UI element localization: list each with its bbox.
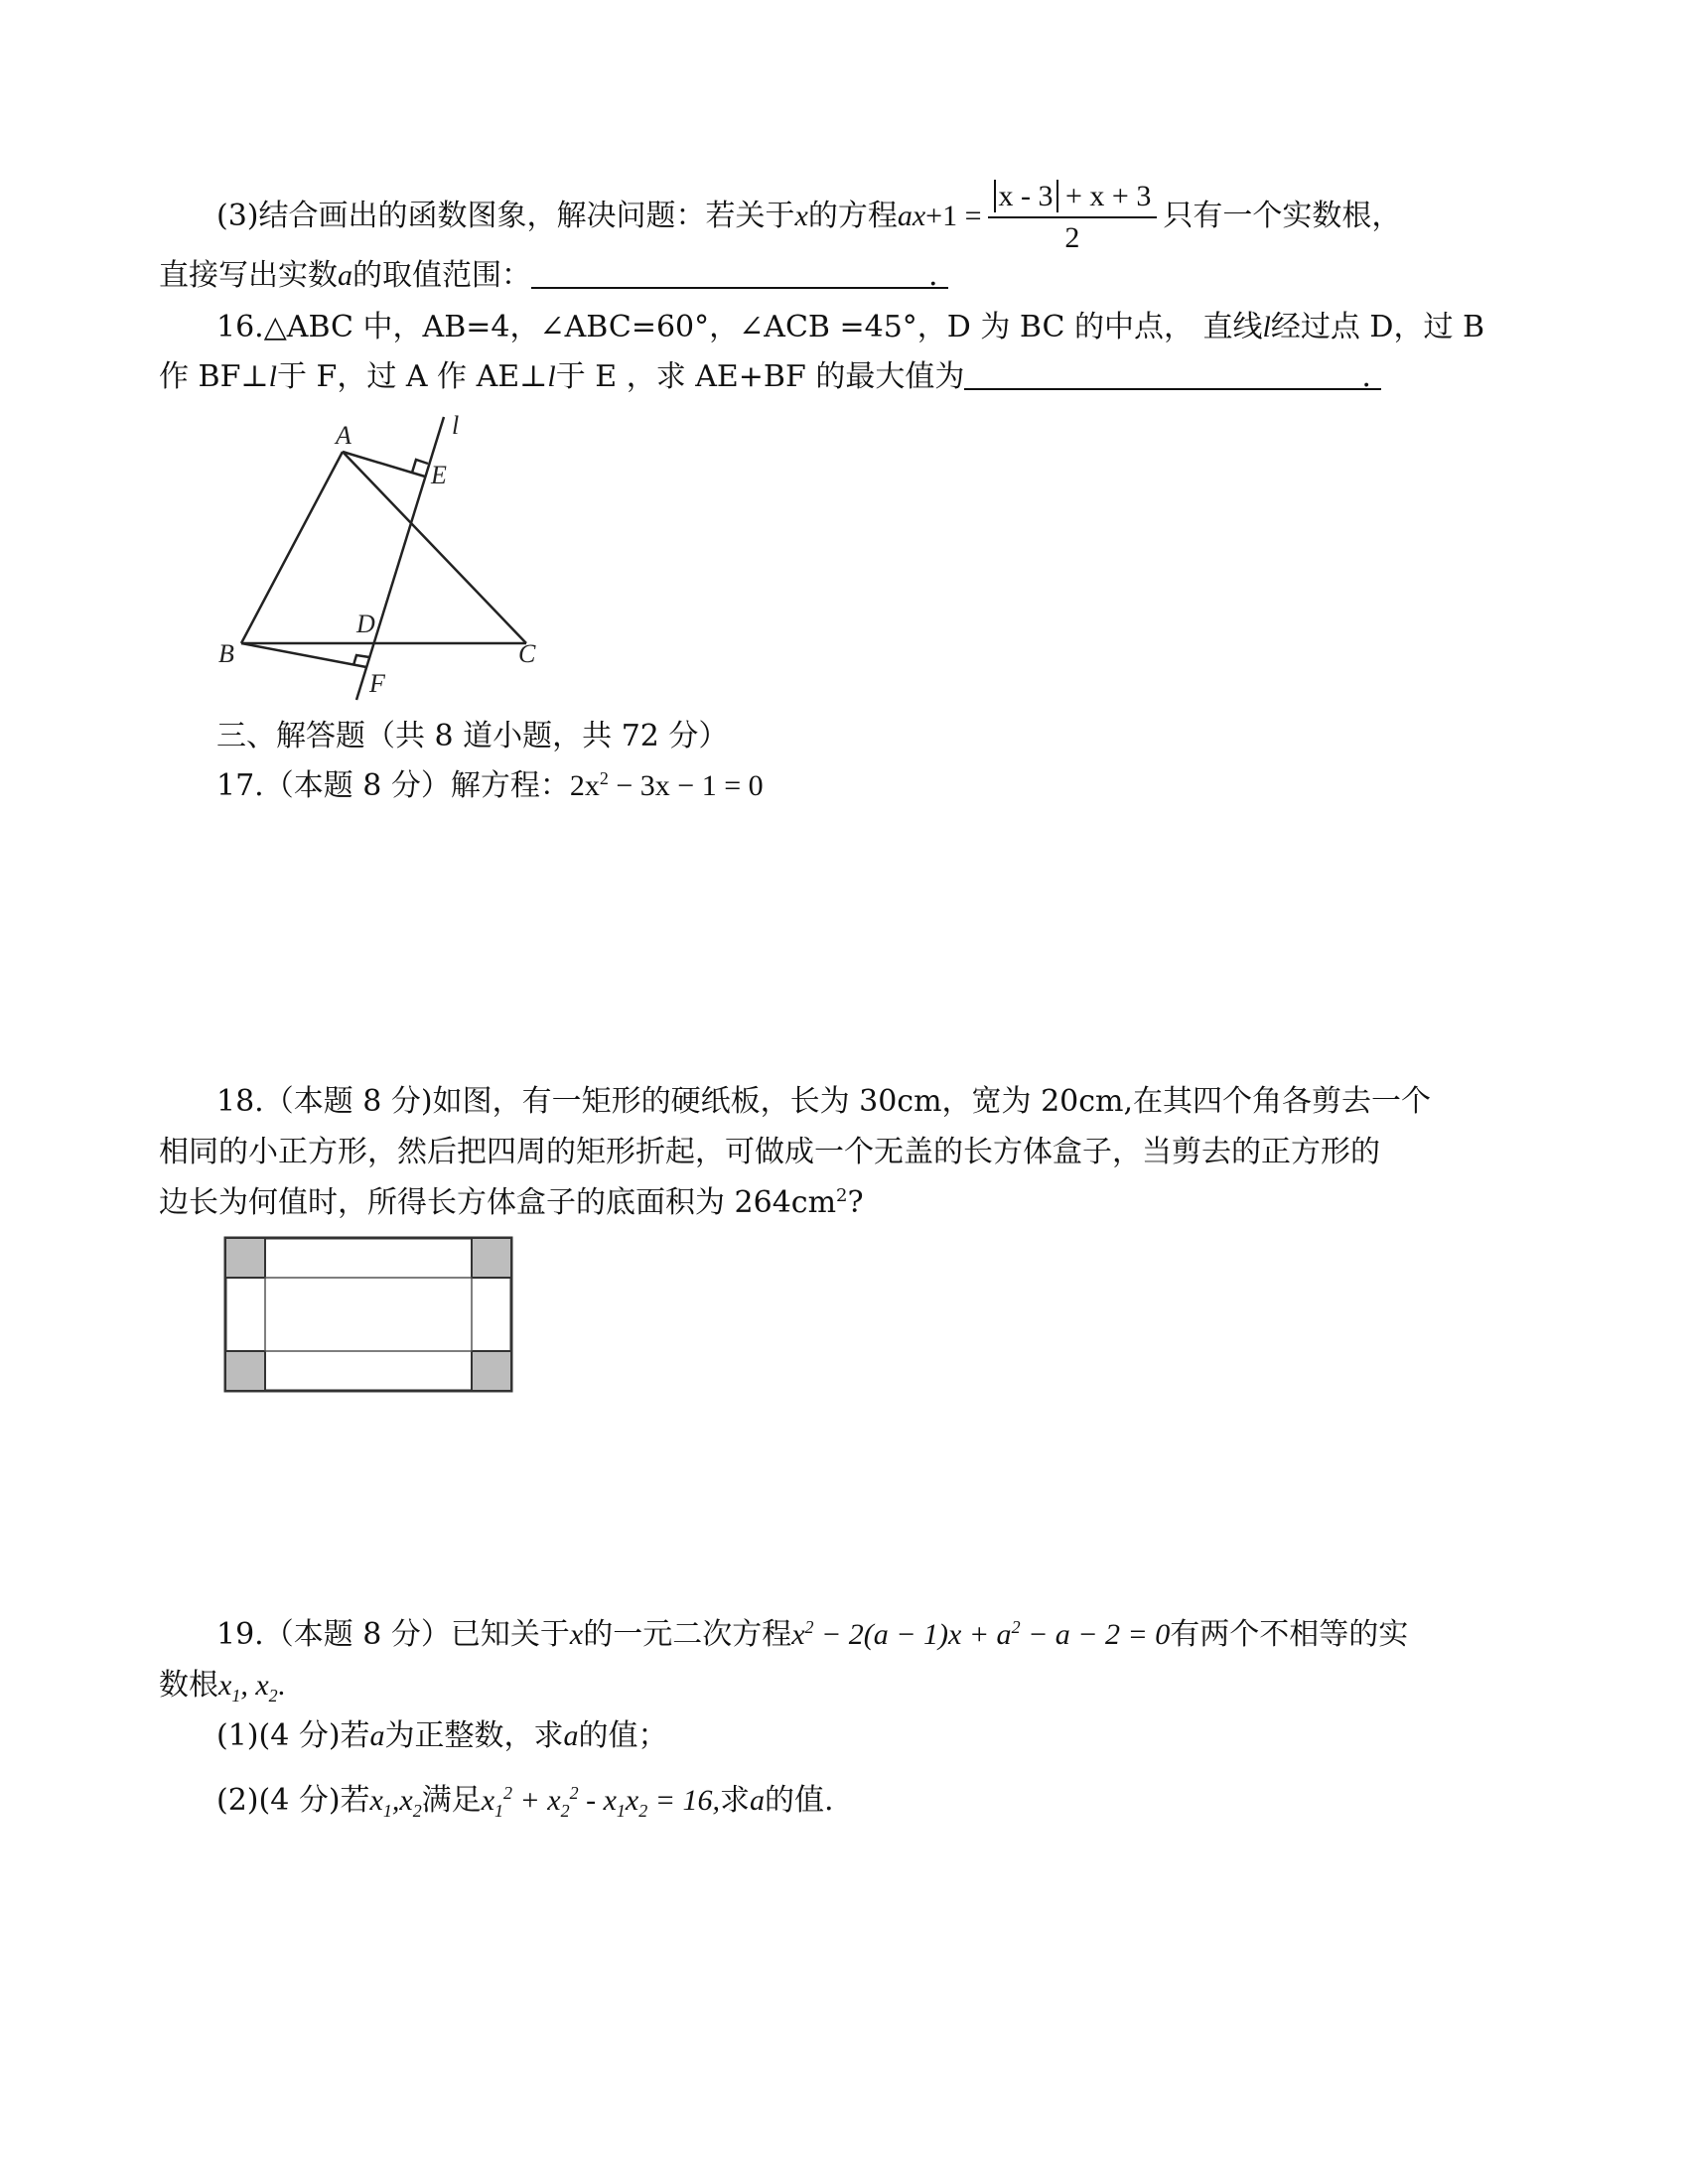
q19-part2: (2)(4 分)若$x_1,x_2$满足$x_1^2 + x_2^2 - x_1x_2 = 16$,求a的值.: [216, 1783, 834, 1821]
q19-condition: $x_1^2 + x_2^2 - x_1x_2 = 16$,: [481, 1783, 720, 1821]
cardboard-figure: [220, 1233, 516, 1396]
cardboard-outline: [225, 1238, 511, 1391]
q19-part1: (1)(4 分)若a为正整数，求a的值；: [216, 1718, 668, 1753]
label-f: F: [369, 669, 385, 698]
answer-blank[interactable]: [964, 358, 1381, 390]
q19-equation: $x^2 - 2(a - 1)x + a^2 - a - 2 = 0$: [791, 1617, 1171, 1651]
label-c: C: [518, 639, 536, 668]
q15-part3-line1: (3)结合画出的函数图象，解决问题：若关于x的方程ax+1 = $\frac{x - 3 + x + 3}{2}$ 只有一个实数根，: [216, 177, 1401, 258]
right-angle-e: [412, 460, 428, 473]
q17-equation: $2x^2 - 3x - 1 = 0$: [569, 768, 764, 802]
triangle-figure: [199, 412, 576, 720]
label-d: D: [356, 610, 375, 638]
q17-line: 17.（本题 8 分）解方程：$2x^2 - 3x - 1 = 0$: [216, 768, 764, 803]
q19-line1: 19.（本题 8 分）已知关于x的一元二次方程$x^2 - 2(a - 1)x + a^2 - a - 2 = 0$有两个不相等的实: [216, 1617, 1409, 1652]
corner-square-bl: [225, 1351, 265, 1391]
label-e: E: [431, 461, 447, 489]
section-3-heading: 三、解答题（共 8 道小题，共 72 分）: [216, 719, 729, 753]
answer-blank[interactable]: [531, 257, 948, 289]
corner-square-tr: [472, 1238, 511, 1278]
segment-bf: [241, 643, 366, 667]
segment-ab: [241, 452, 343, 643]
q18-line3: 边长为何值时，所得长方体盒子的底面积为 $264cm^2$?: [159, 1185, 864, 1220]
label-a: A: [336, 421, 352, 450]
q19-line2: 数根$x_1$, $x_2$.: [159, 1668, 286, 1706]
corner-square-tl: [225, 1238, 265, 1278]
q16-line2: 作 BF⊥l于 F，过 A 作 AE⊥l于 E ，求 AE+BF 的最大值为 .: [159, 357, 1371, 397]
fraction: $\frac{x - 3 + x + 3}{2}$: [988, 177, 1158, 258]
q18-line1: 18.（本题 8 分)如图，有一矩形的硬纸板，长为 30cm，宽为 20cm,在其四个角各剪去一个: [216, 1084, 1432, 1119]
q18-line2: 相同的小正方形，然后把四周的矩形折起，可做成一个无盖的长方体盒子，当剪去的正方形的: [159, 1135, 1380, 1169]
q16-line1: 16.△ABC 中，AB=4，∠ABC=60°，∠ACB =45°，D 为 BC 的中点， 直线l经过点 D，过 B: [216, 310, 1485, 344]
label-b: B: [218, 639, 234, 668]
label-l: l: [452, 412, 460, 440]
q19-roots: $x_1$, $x_2$: [218, 1669, 278, 1706]
q15-part3-line2: 直接写出实数a的取值范围： .: [159, 256, 938, 296]
corner-square-br: [472, 1351, 511, 1391]
